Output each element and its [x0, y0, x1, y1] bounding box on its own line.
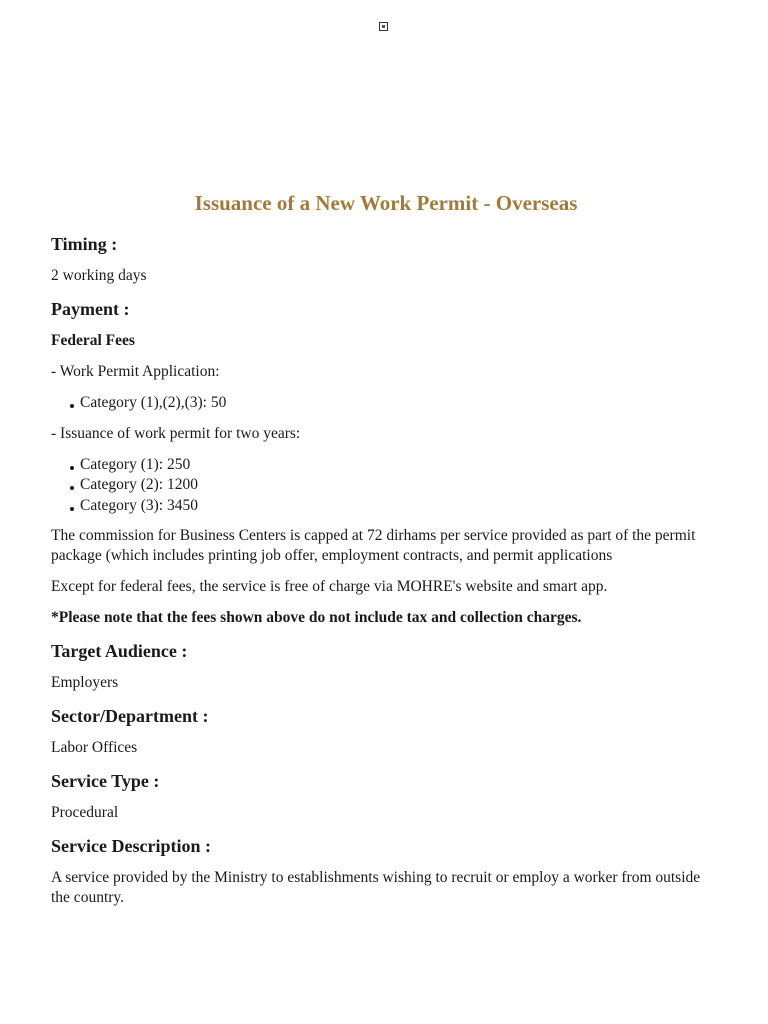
list-item: Category (1): 250 [80, 455, 721, 476]
sector-value: Labor Offices [51, 739, 138, 756]
target-audience-value: Employers [51, 674, 119, 691]
document-content [51, 188, 721, 919]
payment-heading: Payment : [51, 299, 130, 319]
commission-note: The commission for Business Centers is capped at 72 dirhams per service provided as part of the permit package (which includes printing job offer, employment contracts, and permit applications [51, 527, 696, 564]
work-permit-application-label: - Work Permit Application: [51, 363, 220, 380]
page-title: Issuance of a New Work Permit - Overseas [194, 191, 578, 215]
timing-heading: Timing : [51, 234, 118, 254]
list-item: Category (1),(2),(3): 50 [80, 393, 721, 414]
sector-heading: Sector/Department : [51, 706, 209, 726]
federal-fees-label: Federal Fees [51, 332, 135, 349]
service-description-heading: Service Description : [51, 836, 211, 856]
target-audience-heading: Target Audience : [51, 641, 188, 661]
tax-note: *Please note that the fees shown above do not include tax and collection charges. [51, 609, 582, 626]
issuance-list [51, 455, 721, 517]
timing-value: 2 working days [51, 267, 147, 284]
broken-image-icon [379, 22, 388, 31]
issuance-label: - Issuance of work permit for two years: [51, 424, 301, 442]
list-item: Category (3): 3450 [80, 496, 721, 517]
service-type-heading: Service Type : [51, 771, 160, 791]
work-permit-application-list [51, 393, 721, 414]
list-item: Category (2): 1200 [80, 475, 721, 496]
service-description-value: A service provided by the Ministry to establishments wishing to recruit or employ a worker from outside the country. [51, 869, 701, 906]
service-type-value: Procedural [51, 804, 119, 821]
free-of-charge-note: Except for federal fees, the service is free of charge via MOHRE's website and smart app. [51, 578, 608, 595]
